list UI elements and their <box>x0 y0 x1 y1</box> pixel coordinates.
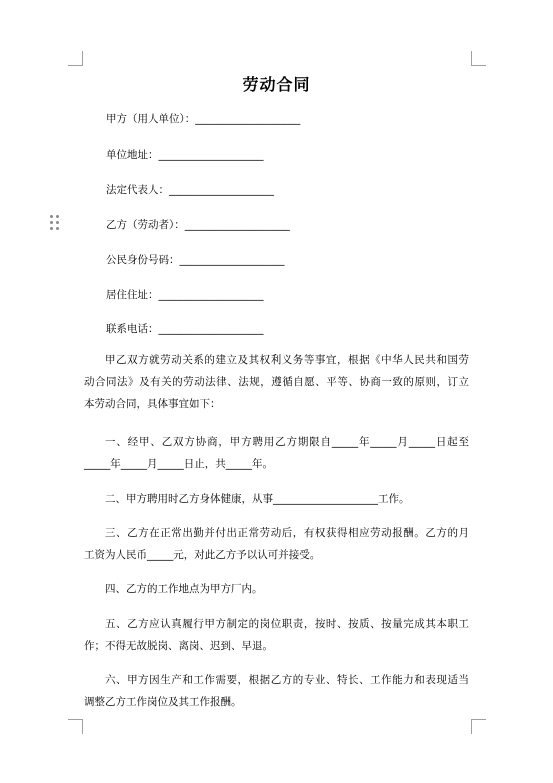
crop-mark-bottom-left <box>68 719 83 734</box>
blank-party-a[interactable]: ____________________ <box>195 113 301 125</box>
drag-handle-icon[interactable] <box>50 215 60 231</box>
paragraph-preamble: 甲乙双方就劳动关系的建立及其权利义务等事宜，根据《中华人民共和国劳 动合同法》及有关的劳动法律、法规，遵循自愿、平等、协商一致的原则，订立 本劳动合同，具体事宜如下： <box>84 354 469 410</box>
paragraph-clause-4: 四、乙方的工作地点为甲方厂内。 <box>105 583 263 595</box>
paragraph-clause-3: 三、乙方在正常出勤并付出正常劳动后，有权获得相应劳动报酬。乙方的月 工资为人民币_____元，对此乙方予以认可并接受。 <box>84 527 469 561</box>
paragraph-clause-2: 二、甲方聘用时乙方身体健康，从事____________________工作。 <box>105 493 410 505</box>
blank-unit-address[interactable]: ____________________ <box>158 149 264 161</box>
blank-party-b[interactable]: ____________________ <box>184 219 290 231</box>
field-phone: 联系电话：____________________ <box>106 323 264 335</box>
crop-mark-top-right <box>471 51 486 66</box>
paragraph-clause-1: 一、经甲、乙双方协商，甲方聘用乙方期限自_____年_____月_____日起至 _____年_____月_____日止，共_____年。 <box>84 436 469 470</box>
field-unit-address: 单位地址：____________________ <box>106 149 264 161</box>
crop-mark-top-left <box>68 51 83 66</box>
crop-mark-bottom-right <box>471 719 486 734</box>
field-id-number: 公民身份号码：____________________ <box>106 254 285 266</box>
blank-legal-representative[interactable]: ____________________ <box>169 184 274 196</box>
field-party-b: 乙方（劳动者）：____________________ <box>106 219 290 231</box>
paragraph-clause-6: 六、甲方因生产和工作需要，根据乙方的专业、特长、工作能力和表现适当 调整乙方工作岗位及其工作报酬。 <box>84 674 469 708</box>
field-legal-representative: 法定代表人：____________________ <box>106 184 274 196</box>
blank-id-number[interactable]: ____________________ <box>179 254 285 266</box>
document-title: 劳动合同 <box>242 75 311 94</box>
field-residence: 居住住址：____________________ <box>106 289 264 301</box>
field-party-a: 甲方（用人单位）：____________________ <box>106 113 301 125</box>
blank-residence[interactable]: ____________________ <box>158 289 264 301</box>
paragraph-clause-5: 五、乙方应认真履行甲方制定的岗位职责，按时、按质、按量完成其本职工 作；不得无故脱岗、离岗、迟到、早退。 <box>84 618 469 652</box>
blank-phone[interactable]: ____________________ <box>158 323 264 335</box>
